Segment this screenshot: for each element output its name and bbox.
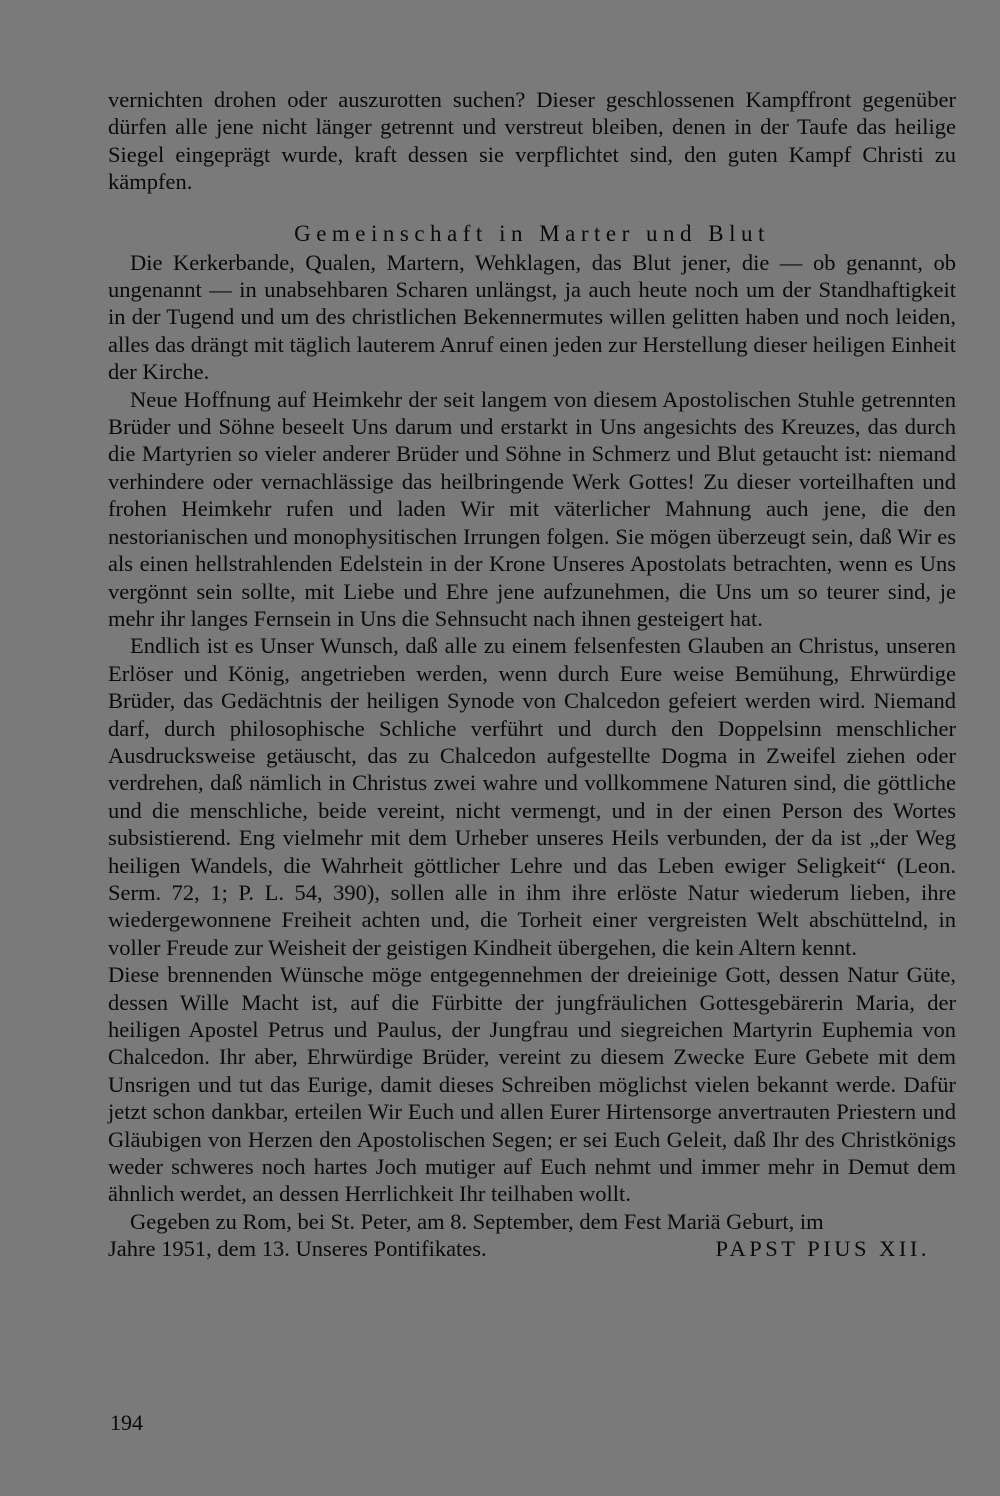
page-body	[108, 86, 956, 1263]
paragraph-dateline: Gegeben zu Rom, bei St. Peter, am 8. September, dem Fest Mariä Geburt, im	[130, 1208, 824, 1234]
paragraph-martyrdom: Die Kerkerbande, Qualen, Martern, Wehklagen, das Blut jener, die — ob genannt, ob ungenannt — in unabsehbaren Scharen unlängst, ja auch heute noch um der Standhaftigkeit in der Tugend und um des christlichen Bekennermutes willen gelitten haben und noch leiden, alles das drängt mit täglich lauterem Anruf einen jeden zur Herstellung dieser heiligen Einheit der Kirche.	[108, 249, 956, 385]
closing-line	[108, 1235, 956, 1262]
page-number: 194	[110, 1410, 143, 1435]
dateline-year: Jahre 1951, dem 13. Unseres Pontifikates.	[108, 1236, 487, 1262]
paragraph-blessing: Diese brennenden Wünsche möge entgegennehmen der dreieinige Gott, dessen Natur Güte, dessen Wille Macht ist, auf die Fürbitte der jungfräulichen Gottesgebärerin Maria, der heiligen Apostel Petrus und Paulus, der Jungfrau und siegreichen Martyrin Euphemia von Chalcedon. Ihr aber, Ehrwürdige Brüder, vereint zu diesem Zwecke Eure Gebete mit dem Unsrigen und tut das Eurige, damit dieses Schreiben möglichst vielen bekannt werde. Dafür jetzt schon dankbar, erteilen Wir Euch und allen Eurer Hirtensorge anvertrauten Priestern und Gläubigen von Herzen den Apostolischen Segen; er sei Euch Geleit, daß Ihr des Christkönigs weder schweres noch hartes Joch mutiger auf Euch nehmt und immer mehr in Demut dem ähnlich werdet, an dessen Herrlichkeit Ihr teilhaben wollt.	[108, 962, 956, 1207]
paragraph-return-hope: Neue Hoffnung auf Heimkehr der seit langem von diesem Apostolischen Stuhle getrennten Brüder und Söhne beseelt Uns darum und erstarkt in Uns angesichts des Kreuzes, das durch die Martyrien so vieler anderer Brüder und Söhne in Schmerz und Blut getaucht ist: niemand verhindere oder vernachlässige das heilbringende Werk Gottes! Zu dieser vorteilhaften und frohen Heimkehr rufen und laden Wir mit väterlicher Mahnung auch jene, die den nestorianischen und monophysitischen Irrungen folgen. Sie mögen überzeugt sein, daß Wir es als einen hellstrahlenden Edelstein in der Krone Unseres Apostolats betrachten, wenn es Uns vergönnt sein sollte, mit Liebe und Ehre jene aufzunehmen, die Uns um so teurer sind, je mehr ihr langes Fernsein in Uns die Sehnsucht nach ihnen gesteigert hat.	[108, 386, 956, 631]
signature: PAPST PIUS XII.	[715, 1236, 930, 1262]
paragraph-chalcedon: Endlich ist es Unser Wunsch, daß alle zu einem felsenfesten Glauben an Christus, unseren Erlöser und König, angetrieben werden, wenn durch Eure weise Bemühung, Ehrwürdige Brüder, das Gedächtnis der heiligen Synode von Chalcedon gefeiert werden wird. Niemand darf, durch philosophische Schliche verführt und durch den Doppelsinn menschlicher Ausdrucksweise getäuscht, das zu Chalcedon aufgestellte Dogma in Zweifel ziehen oder verdrehen, daß nämlich in Christus zwei wahre und vollkommene Naturen sind, die göttliche und die menschliche, beide vereint, nicht vermengt, und in der einen Person des Wortes subsistierend. Eng vielmehr mit dem Urheber unseres Heils verbunden, der da ist „der Weg heiligen Wandels, die Wahrheit göttlicher Lehre und das Leben ewiger Seligkeit“ (Leon. Serm. 72, 1; P. L. 54, 390), sollen alle in ihm ihre erlöste Natur wiederum lieben, ihre wiedergewonnene Freiheit achten und, die Torheit einer vergreisten Welt abschüttelnd, in voller Freude zur Weisheit der geistigen Kindheit übergehen, die kein Altern kennt.	[108, 633, 956, 960]
paragraph-continuation: vernichten drohen oder auszurotten suchen? Dieser geschlossenen Kampffront gegenüber dürfen alle jene nicht länger getrennt und verstreut bleiben, denen in der Taufe das heilige Siegel eingeprägt wurde, kraft dessen sie verpflichtet sind, den guten Kampf Christi zu kämpfen.	[108, 87, 956, 195]
section-heading: Gemeinschaft in Marter und Blut	[294, 220, 770, 246]
